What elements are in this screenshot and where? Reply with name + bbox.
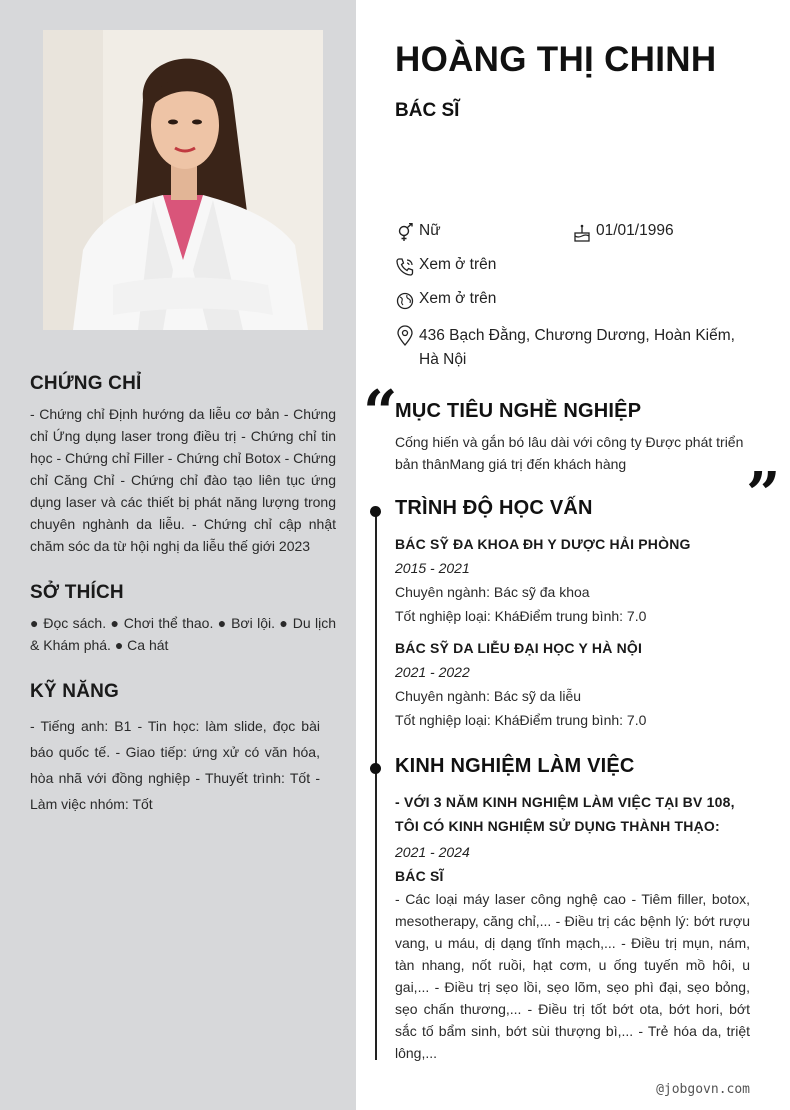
skills-section <box>30 681 320 817</box>
experience-heading: - VỚI 3 NĂM KINH NGHIỆM LÀM VIỆC TẠI BV 108, TÔI CÓ KINH NGHIỆM SỬ DỤNG THÀNH THẠO: <box>395 794 735 834</box>
experience-text: - Các loại máy laser công nghệ cao - Tiêm filler, botox, mesotherapy, căng chỉ,... - Điều trị các bệnh lý: bớt rượu vang, u máu, dị dạng tĩnh mạch,... - Điều trị mụn, nám, tàn nhang, nốt ruồi, hạt cơm, u ống tuyến mồ hôi, u gai,... - Điều trị sẹo lồi, sẹo lõm, sẹo phì đại, sẹo bỏng, sẹo chấn thương,... - Điều trị tốt bớt ota, bớt hori, bớt sắc tố bẩm sinh, bớt sùi thượng bì,... - Trẻ hóa da, triệt lông,... <box>395 891 750 1061</box>
objective-text: Cống hiến và gắn bó lâu dài với công ty Được phát triển bản thânMang giá trị đến khách hàng <box>395 434 744 472</box>
address-line2: Hà Nội <box>419 351 467 368</box>
experience-date: 2021 - 2024 <box>395 844 470 860</box>
close-quote-icon: ” <box>746 460 781 530</box>
education-date: 2021 - 2022 <box>395 664 470 680</box>
open-quote-icon: “ <box>363 378 398 448</box>
education-school: BÁC SỸ DA LIỄU ĐẠI HỌC Y HÀ NỘI <box>395 640 643 656</box>
education-title: TRÌNH ĐỘ HỌC VẤN <box>395 497 593 519</box>
experience-section <box>395 755 750 1064</box>
education-major: Chuyên ngành: Bác sỹ đa khoa <box>395 584 590 600</box>
experience-title: KINH NGHIỆM LÀM VIỆC <box>395 755 635 777</box>
hobbies-text: ● Đọc sách. ● Chơi thể thao. ● Bơi lội. ● Du lịch & Khám phá. ● Ca hát <box>30 615 336 653</box>
profile-photo <box>43 30 323 330</box>
certificates-title: CHỨNG CHỈ <box>30 373 142 394</box>
website-row <box>395 290 496 311</box>
experience-position: BÁC SĨ <box>395 868 444 884</box>
dob-row <box>572 222 674 243</box>
certificates-text: - Chứng chỉ Định hướng da liễu cơ bản - Chứng chỉ Ứng dụng laser trong điều trị - Chứng chỉ tin học - Chứng chỉ Filler - Chứng chỉ Botox - Chứng chỉ Căng Chỉ - Chứng chỉ đào tạo liên tục ứng dụng laser và các thiết bị phát năng lượng trong chuyên nghành da liễu. - Chứng chỉ cập nhật chăm sóc da từ hội nghị da liễu thế giới 2023 <box>30 406 336 554</box>
objective-title: MỤC TIÊU NGHỀ NGHIỆP <box>395 400 642 422</box>
candidate-name: HOÀNG THỊ CHINH <box>395 40 717 79</box>
education-school: BÁC SỸ ĐA KHOA ĐH Y DƯỢC HẢI PHÒNG <box>395 536 691 552</box>
footer-watermark: @jobgovn.com <box>656 1082 750 1097</box>
birthday-cake-icon <box>572 223 592 243</box>
website-value: Xem ở trên <box>419 290 497 307</box>
phone-value: Xem ở trên <box>419 256 497 273</box>
objective-section <box>395 400 750 475</box>
certificates-section <box>30 373 336 557</box>
education-section <box>395 497 750 732</box>
timeline-dot <box>370 506 381 517</box>
dob-value: 01/01/1996 <box>596 222 674 239</box>
education-grade: Tốt nghiệp loại: KháĐiểm trung bình: 7.0 <box>395 712 647 728</box>
skills-text: - Tiếng anh: B1 - Tin học: làm slide, đọc bài báo quốc tế. - Giao tiếp: ứng xử có văn hóa, hòa nhã với đồng nghiệp - Thuyết trình: Tốt - Làm việc nhóm: Tốt <box>30 718 320 812</box>
gender-value: Nữ <box>419 222 441 239</box>
address-row <box>395 324 740 372</box>
address-line1: 436 Bạch Đằng, Chương Dương, Hoàn Kiếm, <box>419 327 735 344</box>
phone-row <box>395 256 496 277</box>
timeline-dot <box>370 763 381 774</box>
candidate-role: BÁC SĨ <box>395 100 460 121</box>
hobbies-title: SỞ THÍCH <box>30 582 124 603</box>
education-major: Chuyên ngành: Bác sỹ da liễu <box>395 688 582 704</box>
hobbies-section <box>30 582 336 656</box>
location-pin-icon <box>395 325 415 347</box>
timeline-line <box>375 510 377 1060</box>
gender-icon <box>395 223 415 243</box>
phone-icon <box>395 257 415 277</box>
education-date: 2015 - 2021 <box>395 560 470 576</box>
education-grade: Tốt nghiệp loại: KháĐiểm trung bình: 7.0 <box>395 608 647 624</box>
education-item <box>395 532 750 628</box>
skills-title: KỸ NĂNG <box>30 681 120 702</box>
globe-icon <box>395 291 415 311</box>
gender-row <box>395 222 441 243</box>
education-item <box>395 636 750 732</box>
